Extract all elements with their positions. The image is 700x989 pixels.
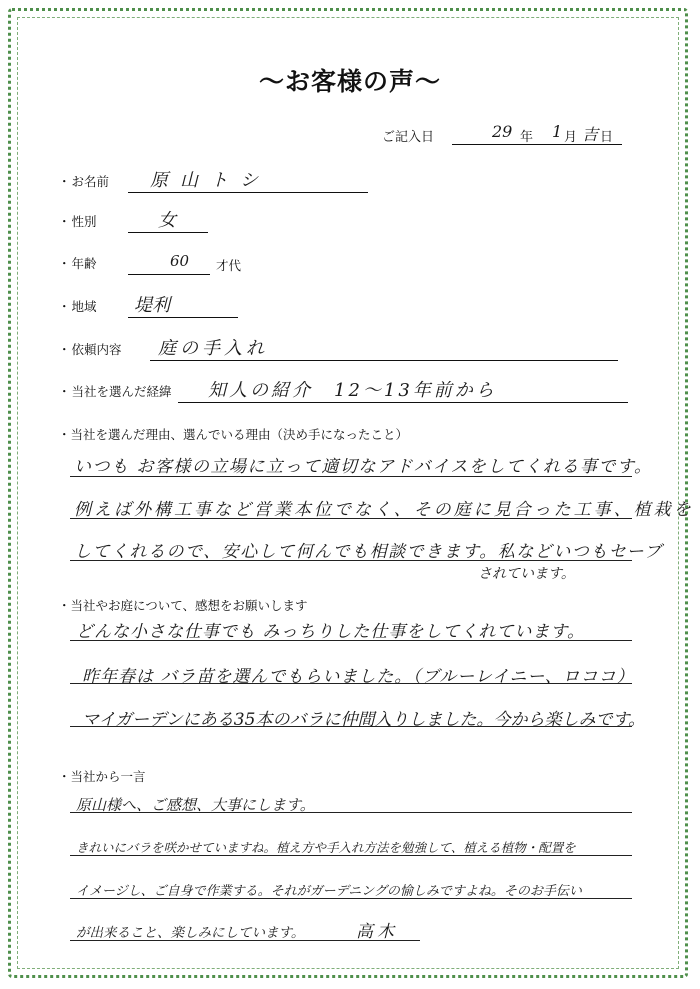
field-name-value: 原山トシ — [150, 170, 270, 191]
field-region-label: ・ 地域 — [58, 297, 97, 315]
page-title: 〜お客様の声〜 — [258, 67, 441, 96]
field-name-label: ・ お名前 — [58, 172, 109, 190]
field-age-line — [128, 274, 210, 275]
company-reply-label: ・ 当社から一言 — [58, 767, 146, 785]
field-region-line — [128, 317, 238, 318]
field-referral-line — [178, 402, 628, 403]
reply-text-1: 原山様へ、ご感想、大事にします。 — [76, 796, 315, 814]
field-age-value: 60 — [170, 252, 190, 270]
impressions-label: ・ 当社やお庭について、感想をお願いします — [58, 596, 308, 614]
reply-text-4: が出来ること、楽しみにしています。 — [76, 925, 305, 941]
field-gender-value: 女 — [158, 210, 176, 231]
reason-text-3: してくれるので、安心して何んでも相談できます。私などいつもセーブ — [74, 542, 663, 562]
field-referral-value: 知人の紹介 12〜13年前から — [208, 380, 497, 401]
date-month-unit: 月 — [564, 130, 578, 145]
field-age-label: ・ 年齢 — [58, 254, 97, 272]
impressions-text-3: マイガーデンにある35本のバラに仲間入りしました。今から楽しみです。 — [82, 710, 646, 730]
date-year-unit: 年 — [520, 130, 534, 145]
field-request-line — [150, 360, 618, 361]
field-gender-line — [128, 232, 208, 233]
field-region — [58, 297, 378, 319]
field-referral — [58, 382, 658, 404]
date-day-unit: 日 — [600, 130, 614, 145]
field-age — [58, 254, 378, 276]
date-day: 吉 — [582, 125, 599, 144]
page-border — [8, 8, 688, 978]
date-year: 29 — [492, 122, 513, 141]
field-request-label: ・ 依頼内容 — [58, 340, 122, 358]
date-label: ご記入日 — [382, 130, 435, 145]
reason-text-1: いつも お客様の立場に立って適切なアドバイスをしてくれる事です。 — [74, 457, 653, 477]
field-name — [58, 172, 378, 194]
field-name-line — [128, 192, 368, 193]
reply-text-2: きれいにバラを咲かせていますね。植え方や手入れ方法を勉強して、植える植物・配置を — [76, 840, 576, 855]
date-row — [382, 122, 622, 146]
field-referral-label: ・ 当社を選んだ経緯 — [58, 382, 172, 400]
impressions-text-2: 昨年春は バラ苗を選んでもらいました。（ブルーレイニー、ロココ） — [82, 667, 635, 687]
field-age-suffix: 才代 — [216, 258, 242, 273]
field-gender — [58, 212, 378, 234]
reply-signature: 高木 — [356, 922, 398, 942]
date-month: 1 — [552, 122, 563, 141]
field-gender-label: ・ 性別 — [58, 212, 97, 230]
impressions-text-1: どんな小さな仕事でも みっちりした仕事をしてくれています。 — [76, 622, 586, 642]
field-region-value: 堤利 — [134, 295, 170, 316]
reason-text-2: 例えば外構工事など営業本位でなく、その庭に見合った工事、植栽を — [74, 500, 694, 520]
field-request — [58, 340, 638, 362]
reply-text-3: イメージし、ご自身で作業する。それがガーデニングの愉しみですよね。そのお手伝い — [76, 884, 582, 899]
reason-label: ・ 当社を選んだ理由、選んでいる理由（決め手になったこと） — [58, 425, 408, 443]
field-request-value: 庭の手入れ — [158, 338, 268, 359]
reason-text-4: されています。 — [478, 566, 575, 582]
